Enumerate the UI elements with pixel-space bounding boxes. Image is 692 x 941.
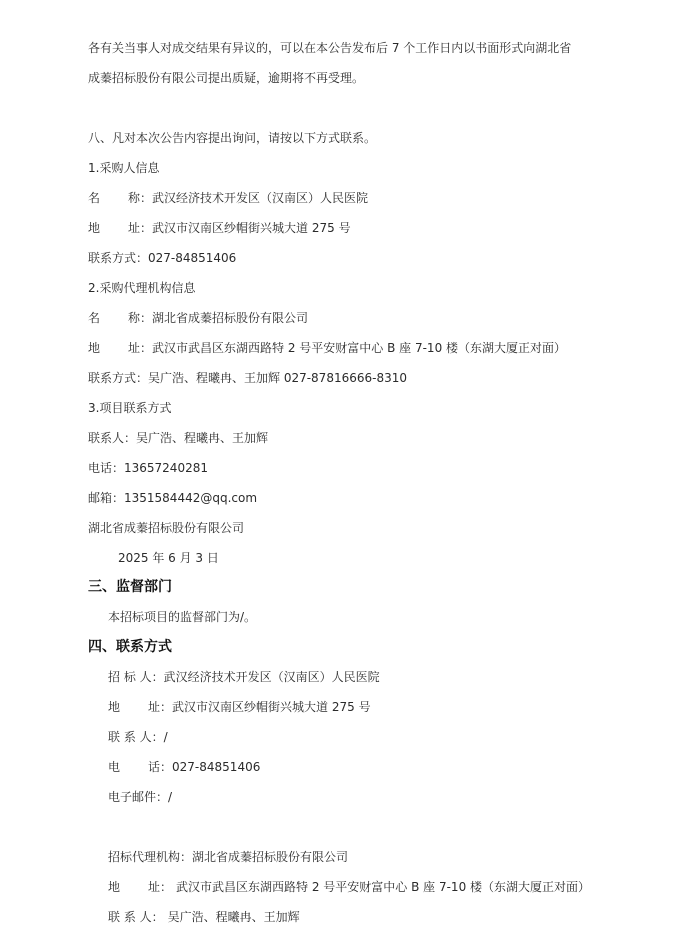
purchaser-heading: 1.采购人信息 bbox=[88, 161, 160, 175]
purchaser-name-label-a: 名 bbox=[88, 191, 101, 205]
purchaser-name-value: 武汉经济技术开发区（汉南区）人民医院 bbox=[152, 191, 369, 205]
objection-line-2: 成蓁招标股份有限公司提出质疑，逾期将不再受理。 bbox=[88, 71, 365, 85]
tenderer-contact-row bbox=[108, 729, 168, 745]
tenderer-contact-value: / bbox=[163, 730, 168, 744]
agency-contact-value-2: 吴广浩、程曦冉、王加辉 bbox=[167, 910, 300, 924]
agency-address-value: 武汉市武昌区东湖西路特 2 号平安财富中心 B 座 7-10 楼（东湖大厦正对面） bbox=[152, 341, 567, 355]
signature: 湖北省成蓁招标股份有限公司 bbox=[88, 521, 245, 535]
agency-address-row bbox=[88, 340, 566, 356]
tenderer-contact-label: 联 系 人： bbox=[108, 730, 164, 744]
agency-name-label-b: 称： bbox=[128, 311, 153, 325]
date: 2025 年 6 月 3 日 bbox=[118, 551, 219, 565]
agency-address-label-b-2: 址： bbox=[148, 880, 173, 894]
purchaser-name-row bbox=[88, 190, 368, 206]
tenderer-value: 武汉经济技术开发区（汉南区）人民医院 bbox=[163, 670, 380, 684]
agency-contact: 联系方式：吴广浩、程曦冉、王加辉 027-87816666-8310 bbox=[88, 371, 407, 385]
agency-value: 湖北省成蓁招标股份有限公司 bbox=[192, 850, 349, 864]
agency-contact-label-2: 联 系 人： bbox=[108, 910, 164, 924]
tenderer-phone-label-b: 话： bbox=[148, 760, 173, 774]
project-contact-person: 联系人：吴广浩、程曦冉、王加辉 bbox=[88, 431, 269, 445]
purchaser-address-value: 武汉市汉南区纱帽街兴城大道 275 号 bbox=[152, 221, 351, 235]
tenderer-address-label-b: 址： bbox=[148, 700, 173, 714]
tenderer-address-value: 武汉市汉南区纱帽街兴城大道 275 号 bbox=[172, 700, 371, 714]
agency-address-row-2 bbox=[108, 879, 590, 895]
tenderer-phone-row bbox=[108, 759, 260, 775]
section-8-title: 八、凡对本次公告内容提出询问，请按以下方式联系。 bbox=[88, 131, 377, 145]
purchaser-address-label-b: 址： bbox=[128, 221, 153, 235]
agency-label: 招标代理机构： bbox=[108, 850, 193, 864]
agency-contact-row-2 bbox=[108, 909, 300, 925]
section-3-title: 三、监督部门 bbox=[88, 579, 172, 595]
tenderer-email-value: / bbox=[168, 790, 173, 804]
objection-line-1: 各有关当事人对成交结果有异议的，可以在本公告发布后 7 个工作日内以书面形式向湖北省 bbox=[88, 41, 572, 55]
tenderer-email-label: 电子邮件： bbox=[108, 790, 169, 804]
tenderer-label: 招 标 人： bbox=[108, 670, 164, 684]
purchaser-contact: 联系方式：027-84851406 bbox=[88, 251, 237, 265]
project-phone: 电话：13657240281 bbox=[88, 461, 208, 475]
agency-row bbox=[108, 849, 348, 865]
tenderer-address-row bbox=[108, 699, 371, 715]
section-3-body: 本招标项目的监督部门为/。 bbox=[108, 610, 257, 624]
agency-name-value: 湖北省成蓁招标股份有限公司 bbox=[152, 311, 309, 325]
purchaser-address-row bbox=[88, 220, 351, 236]
project-heading: 3.项目联系方式 bbox=[88, 401, 172, 415]
agency-address-label-a-2: 地 bbox=[108, 880, 121, 894]
agency-address-label-a: 地 bbox=[88, 341, 101, 355]
purchaser-address-label-a: 地 bbox=[88, 221, 101, 235]
tenderer-phone-label-a: 电 bbox=[108, 760, 121, 774]
purchaser-name-label-b: 称： bbox=[128, 191, 153, 205]
tenderer-address-label-a: 地 bbox=[108, 700, 121, 714]
tenderer-row bbox=[108, 669, 380, 685]
tenderer-phone-value: 027-84851406 bbox=[172, 760, 261, 774]
agency-address-label-b: 址： bbox=[128, 341, 153, 355]
agency-name-label-a: 名 bbox=[88, 311, 101, 325]
agency-address-value-2: 武汉市武昌区东湖西路特 2 号平安财富中心 B 座 7-10 楼（东湖大厦正对面） bbox=[176, 880, 591, 894]
agency-heading: 2.采购代理机构信息 bbox=[88, 281, 196, 295]
project-email: 邮箱：1351584442@qq.com bbox=[88, 491, 258, 505]
tenderer-email-row bbox=[108, 789, 172, 805]
agency-name-row bbox=[88, 310, 308, 326]
section-4-title: 四、联系方式 bbox=[88, 639, 172, 655]
